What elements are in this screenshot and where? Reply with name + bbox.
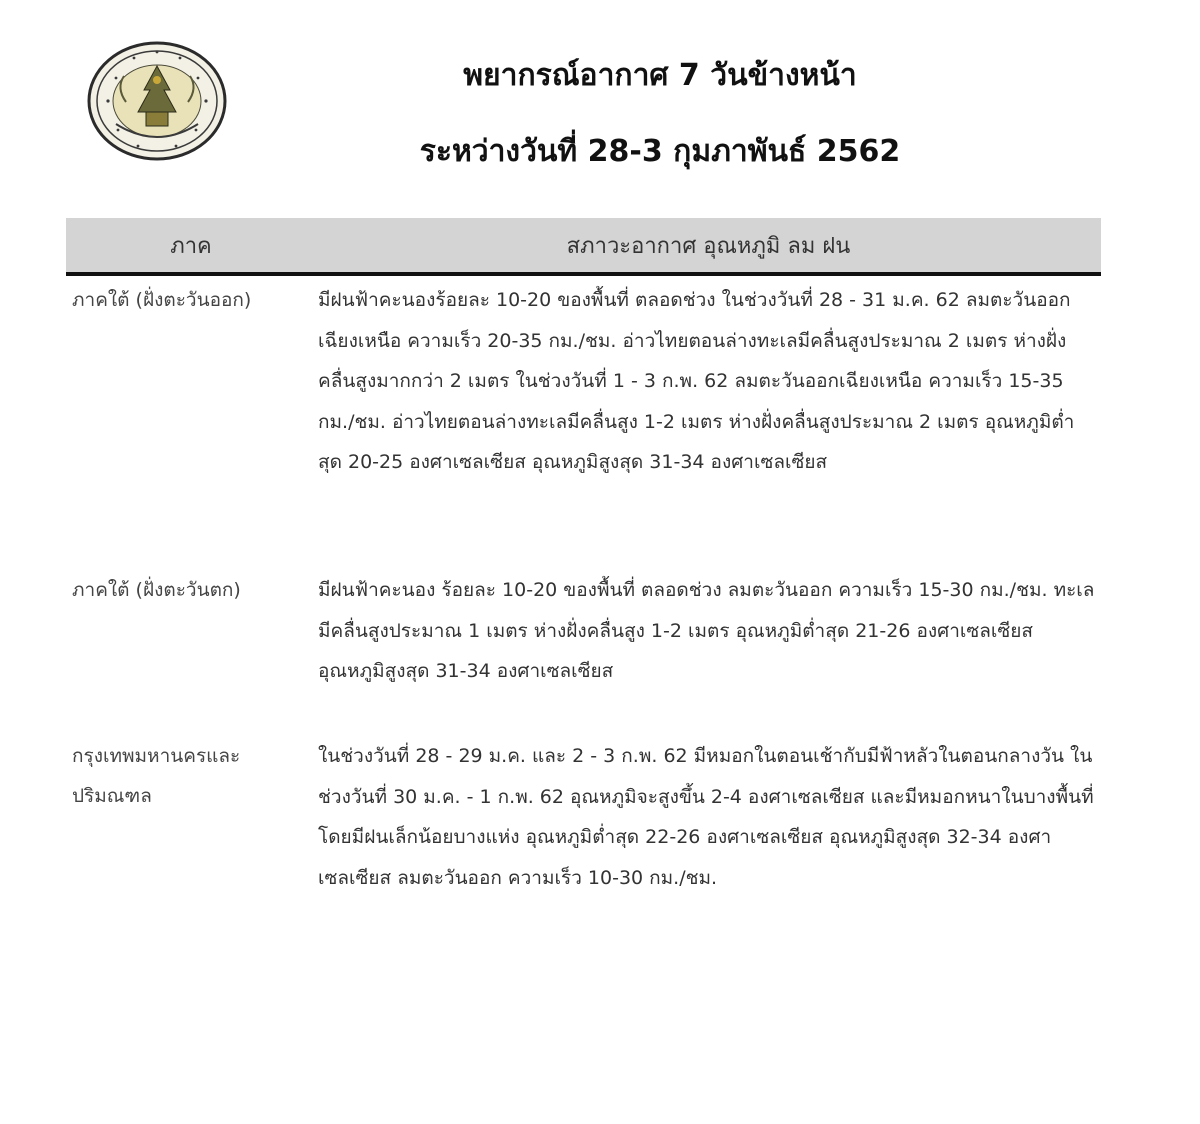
column-header-conditions: สภาวะอากาศ อุณหภูมิ ลม ฝน: [566, 234, 851, 259]
row-region-label: กรุงเทพมหานครและปริมณฑล: [72, 745, 241, 807]
row-forecast-text: ในช่วงวันที่ 28 - 29 ม.ค. และ 2 - 3 ก.พ. 62 มีหมอกในตอนเช้ากับมีฟ้าหลัวในตอนกลางวัน ในช่วงวันที่ 30 ม.ค. - 1 ก.พ. 62 อุณหภูมิจะสูงขึ้น 2-4 องศาเซลเซียส และมีหมอกหนาในบางพื้นที่ โดยมีฝนเล็กน้อยบางแห่ง อุณหภูมิต่ำสุด 22-26 องศาเซลเซียส อุณหภูมิสูงสุด 32-34 องศาเซลเซียส ลมตะวันออก ความเร็ว 10-30 กม./ชม.: [318, 745, 1094, 889]
row-region-label: ภาคใต้ (ฝั่งตะวันตก): [72, 579, 241, 601]
row-region-label: ภาคใต้ (ฝั่งตะวันออก): [72, 289, 252, 311]
column-header-region: ภาค: [170, 234, 212, 259]
forecast-title: พยากรณ์อากาศ 7 วันข้างหน้า: [463, 58, 857, 93]
forecast-table-header: [66, 218, 1101, 276]
row-forecast-text: มีฝนฟ้าคะนองร้อยละ 10-20 ของพื้นที่ ตลอดช่วง ในช่วงวันที่ 28 - 31 ม.ค. 62 ลมตะวันออกเฉียงเหนือ ความเร็ว 20-35 กม./ชม. อ่าวไทยตอนล่างทะเลมีคลื่นสูงประมาณ 2 เมตร ห่างฝั่งคลื่นสูงมากกว่า 2 เมตร ในช่วงวันที่ 1 - 3 ก.พ. 62 ลมตะวันออกเฉียงเหนือ ความเร็ว 15-35 กม./ชม. อ่าวไทยตอนล่างทะเลมีคลื่นสูง 1-2 เมตร ห่างฝั่งคลื่นสูงประมาณ 2 เมตร อุณหภูมิต่ำสุด 20-25 องศาเซลเซียส อุณหภูมิสูงสุด 31-34 องศาเซลเซียส: [318, 289, 1075, 473]
meteorological-department-seal-icon: [86, 40, 228, 162]
forecast-date-range: ระหว่างวันที่ 28-3 กุมภาพันธ์ 2562: [419, 134, 901, 169]
row-forecast-text: มีฝนฟ้าคะนอง ร้อยละ 10-20 ของพื้นที่ ตลอดช่วง ลมตะวันออก ความเร็ว 15-30 กม./ชม. ทะเลมีคลื่นสูงประมาณ 1 เมตร ห่างฝั่งคลื่นสูง 1-2 เมตร อุณหภูมิต่ำสุด 21-26 องศาเซลเซียส อุณหภูมิสูงสุด 31-34 องศาเซลเซียส: [318, 579, 1095, 682]
